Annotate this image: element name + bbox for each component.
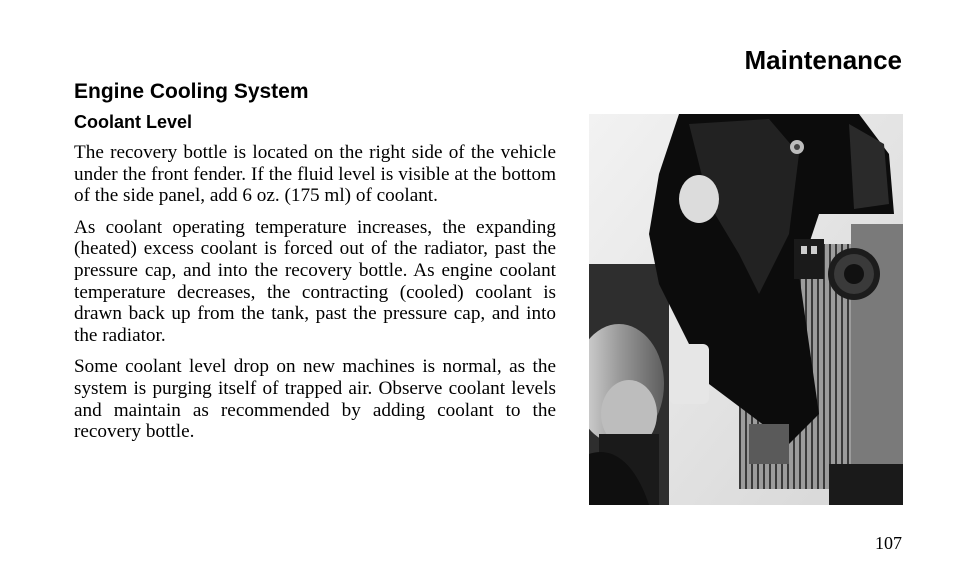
page-heading: Engine Cooling System [74, 80, 309, 103]
paragraph-recovery-bottle: The recovery bottle is located on the right side of the vehicle under the front fender. If the fluid level is visible at the bottom of the side panel, add 6 oz. (175 ml) of coolant. [74, 142, 556, 207]
page-number: 107 [875, 533, 902, 553]
page-subheading: Coolant Level [74, 112, 193, 132]
paragraph-level-drop: Some coolant level drop on new machines is normal, as the system is purging itself of trapped air. Observe coolant levels and maintain as recommended by adding coolant to the recovery bottle. [74, 356, 556, 443]
paragraph-temperature: As coolant operating temperature increases, the expanding (heated) excess coolant is forced out of the radiator, past the pressure cap, and into the recovery bottle. As engine coolant temperature decreases, the contracting (cooled) coolant is drawn back up from the tank, past the pressure cap, and into the radiator. [74, 216, 556, 346]
section-title: Maintenance [744, 45, 902, 75]
coolant-bottle-photo [589, 114, 903, 505]
body-text [74, 142, 556, 453]
